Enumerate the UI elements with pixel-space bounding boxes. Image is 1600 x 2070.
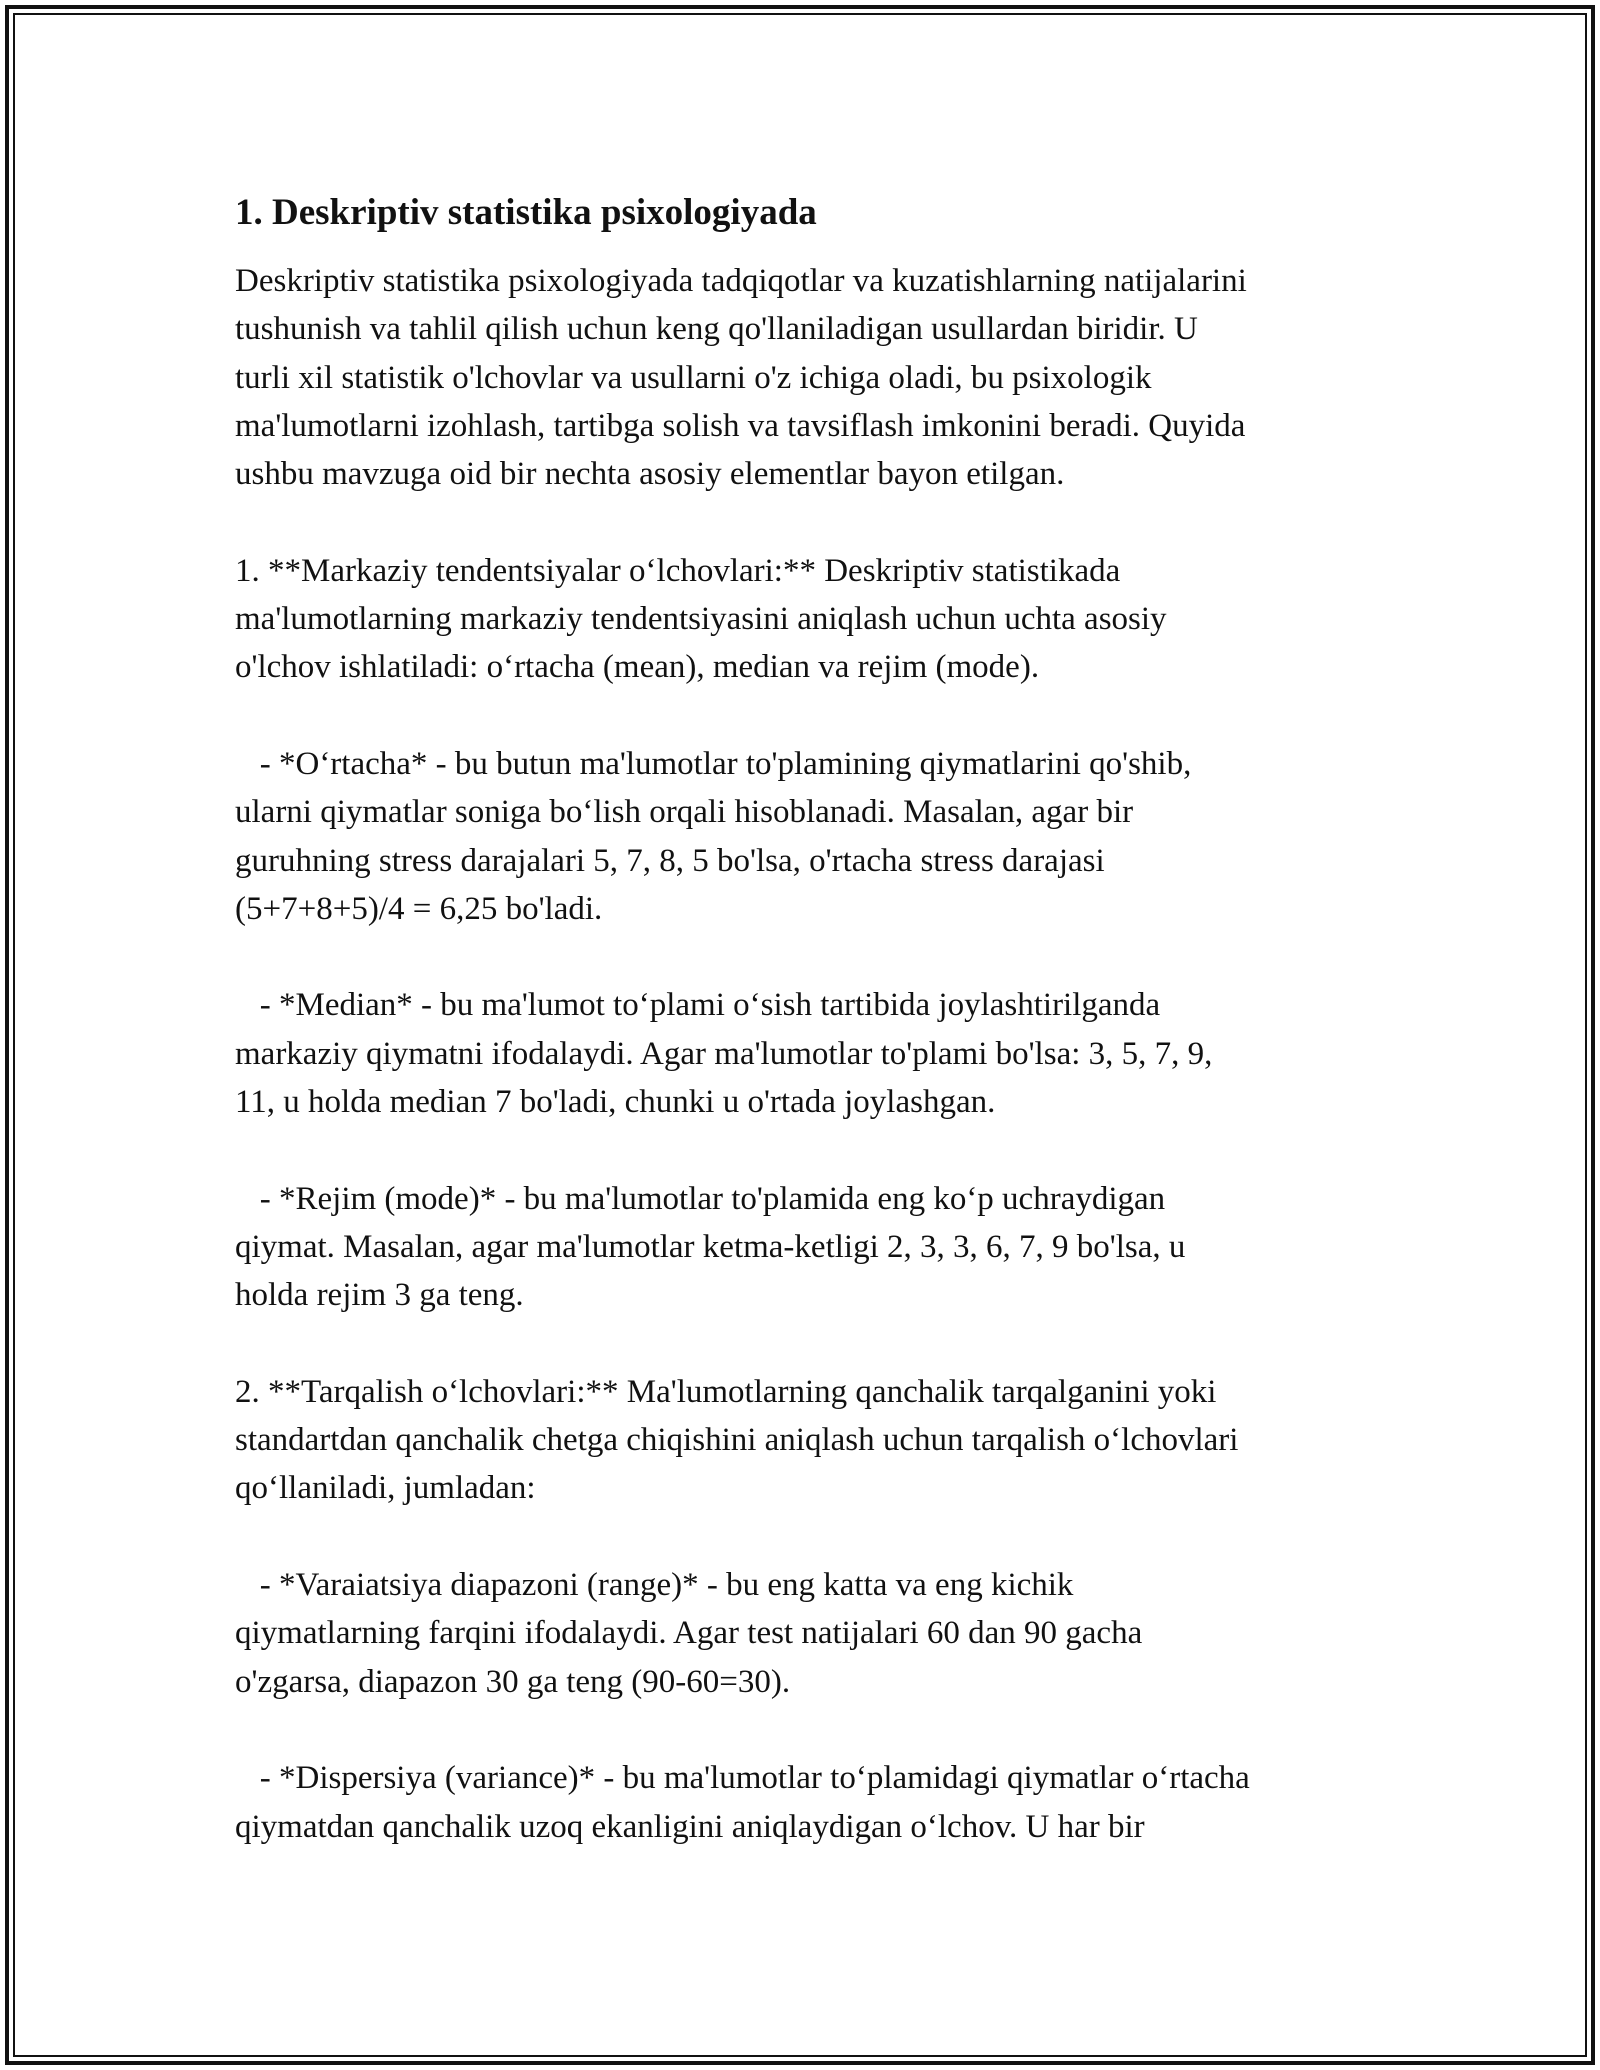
text-line: 1. **Markaziy tendentsiyalar o‘lchovlari:** Deskriptiv statistikada	[235, 552, 1121, 589]
text-line: markaziy qiymatni ifodalaydi. Agar ma'lumotlar to'plami bo'lsa: 3, 5, 7, 9,	[235, 1035, 1213, 1072]
text-line: turli xil statistik o'lchovlar va usullarni o'z ichiga oladi, bu psixologik	[235, 359, 1152, 396]
blank-line	[235, 1513, 1375, 1561]
text-line: tushunish va tahlil qilish uchun keng qo'llaniladigan usullardan biridir. U	[235, 311, 1198, 348]
text-line: holda rejim 3 ga teng.	[235, 1277, 524, 1314]
text-line: Deskriptiv statistika psixologiyada tadqiqotlar va kuzatishlarning natijalarini	[235, 263, 1247, 299]
text-line: 2. **Tarqalish o‘lchovlari:** Ma'lumotlarning qanchalik tarqalganini yoki	[235, 1373, 1217, 1410]
text-line: standartdan qanchalik chetga chiqishini aniqlash uchun tarqalish o‘lchovlari	[235, 1422, 1239, 1459]
body-text	[235, 257, 1375, 1851]
blank-line	[235, 1126, 1375, 1174]
text-line: - *Rejim (mode)* - bu ma'lumotlar to'plamida eng ko‘p uchraydigan	[235, 1180, 1166, 1217]
text-line: - *Dispersiya (variance)* - bu ma'lumotlar to‘plamidagi qiymatlar o‘rtacha	[235, 1760, 1250, 1797]
blank-line	[235, 1706, 1375, 1754]
text-line: ma'lumotlarning markaziy tendentsiyasini aniqlash uchun uchta asosiy	[235, 601, 1167, 638]
text-line: ushbu mavzuga oid bir nechta asosiy elementlar bayon etilgan.	[235, 456, 1065, 493]
blank-line	[235, 1320, 1375, 1368]
text-line: guruhning stress darajalari 5, 7, 8, 5 bo'lsa, o'rtacha stress darajasi	[235, 842, 1105, 879]
blank-line	[235, 498, 1375, 546]
blank-line	[235, 933, 1375, 981]
document-body	[235, 188, 1375, 1851]
text-line: o'lchov ishlatiladi: o‘rtacha (mean), median va rejim (mode).	[235, 649, 1040, 686]
text-line: qiymatdan qanchalik uzoq ekanligini aniqlaydigan o‘lchov. U har bir	[235, 1808, 1145, 1845]
text-line: o'zgarsa, diapazon 30 ga teng (90-60=30).	[235, 1663, 791, 1700]
text-line: qiymat. Masalan, agar ma'lumotlar ketma-ketligi 2, 3, 3, 6, 7, 9 bo'lsa, u	[235, 1228, 1186, 1265]
text-line: - *Median* - bu ma'lumot to‘plami o‘sish tartibida joylashtirilganda	[235, 987, 1161, 1024]
section-heading: 1. Deskriptiv statistika psixologiyada	[235, 192, 817, 233]
text-line: ularni qiymatlar soniga bo‘lish orqali hisoblanadi. Masalan, agar bir	[235, 794, 1134, 831]
text-line: (5+7+8+5)/4 = 6,25 bo'ladi.	[235, 890, 603, 927]
text-line: ma'lumotlarni izohlash, tartibga solish va tavsiflash imkonini beradi. Quyida	[235, 407, 1246, 444]
text-line: - *Varaiatsiya diapazoni (range)* - bu eng katta va eng kichik	[235, 1567, 1074, 1604]
text-line: - *O‘rtacha* - bu butun ma'lumotlar to'plamining qiymatlarini qo'shib,	[235, 745, 1192, 782]
text-line: qiymatlarning farqini ifodalaydi. Agar test natijalari 60 dan 90 gacha	[235, 1615, 1143, 1652]
text-line: 11, u holda median 7 bo'ladi, chunki u o'rtada joylashgan.	[235, 1084, 996, 1121]
text-line: qo‘llaniladi, jumladan:	[235, 1470, 536, 1507]
blank-line	[235, 692, 1375, 740]
